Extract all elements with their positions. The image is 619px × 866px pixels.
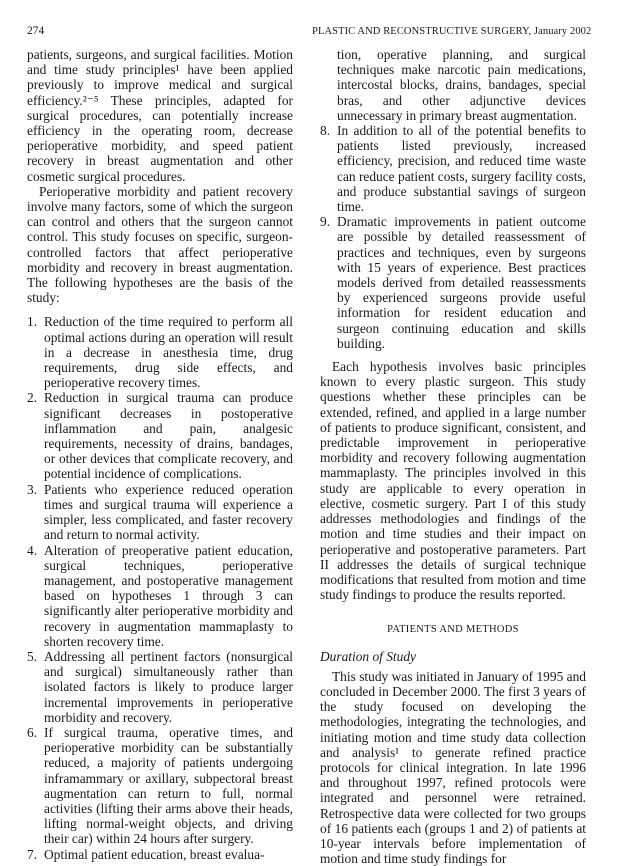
hypotheses-intro-paragraph: Perioperative morbidity and patient recovery involve many factors, some of which the surgeon can control and others that the surgeon cannot control. This study focuses on specific, surgeon-controlled factors that affect perioperative morbidity and recovery in breast augmentation. The following hypotheses are the basis of the study: xyxy=(27,183,293,306)
list-number: 5. xyxy=(27,648,38,664)
list-number: 9. xyxy=(320,214,331,230)
list-text: Patients who experience reduced operation times and surgical trauma will experience a simpler, less complicated, and faster recovery and return to normal activity. xyxy=(44,481,293,543)
intro-paragraph: patients, surgeons, and surgical facilities. Motion and time study principles¹ have been applied previously to improve medical and surgical efficiency.²⁻⁵ These principles, adapted for surgical procedures, can potentially increase efficiency in the operating room, decrease perioperative morbidity, and speed patient recovery in breast augmentation and other cosmetic surgical procedures. xyxy=(27,47,293,184)
list-text: Addressing all pertinent factors (nonsurgical and surgical) simultaneously rather than isolated factors is likely to produce larger incremental improvements in perioperative morbidity and recovery. xyxy=(44,648,293,725)
list-text: Alteration of preoperative patient education, surgical techniques, perioperative management, and postoperative management based on hypotheses 1 through 3 can significantly alter perioperative morbidity and recovery in augmentation mammaplasty to shorten recovery time. xyxy=(44,542,293,649)
list-text: Reduction in surgical trauma can produce significant decreases in postoperative inflammation and pain, analgesic requirements, necessity of drains, bandages, or other devices that complicate recovery, and potential incidence of complications. xyxy=(44,390,293,482)
list-text: Reduction of the time required to perform all optimal actions during an operation will result in a decrease in anesthesia time, drug requirements, drug side effects, and perioperative recovery times. xyxy=(44,314,293,391)
principles-paragraph: Each hypothesis involves basic principles known to every plastic surgeon. This study questions whether these principles can be extended, refined, and applied in a large number of patients to produce significant, consistent, and predictable improvement in perioperative morbidity and recovery following augmentation mammaplasty. The principles involved in this study are applicable to every operation in elective, cosmetic surgery. Part I of this study addresses methodologies and findings of the motion and time studies and their impact on perioperative and postoperative parameters. Part II addresses the details of surgical technique modifications that resulted from motion and time study findings to produce the results reported. xyxy=(320,359,586,603)
list-item xyxy=(27,847,293,862)
list-item xyxy=(320,214,586,351)
list-item xyxy=(320,123,586,214)
list-item xyxy=(27,649,293,725)
list-number: 8. xyxy=(320,123,331,139)
list-item xyxy=(27,725,293,847)
list-item-continuation xyxy=(320,47,586,123)
list-number: 3. xyxy=(27,481,38,497)
list-number: 4. xyxy=(27,542,38,558)
duration-paragraph: This study was initiated in January of 1995 and concluded in December 2000. The first 3 years of the study focused on developing the methodologies, integrating the technologies, and initiating motion and time study data collection and analysis¹ to generate refined practice protocols for clinical integration. In late 1996 and throughout 1997, refined protocols were integrated and personnel were retrained. Retrospective data were collected for two groups of 16 patients each (groups 1 and 2) of patients at 10-year intervals before implementation of motion and time study findings for xyxy=(320,668,586,866)
section-heading: PATIENTS AND METHODS xyxy=(387,624,519,636)
list-number: 1. xyxy=(27,314,38,330)
list-number: 7. xyxy=(27,846,38,862)
list-number: 2. xyxy=(27,390,38,406)
hypotheses-list xyxy=(27,314,293,861)
list-text: In addition to all of the potential benefits to patients listed previously, increased efficiency, precision, and reduced time waste can reduce patient costs, surgery facility costs, and produce substantial savings of surgeon time. xyxy=(337,123,586,215)
list-text: Optimal patient education, breast evalua- xyxy=(44,846,265,862)
list-item xyxy=(27,314,293,390)
hypotheses-list-continued xyxy=(320,47,586,351)
list-text: tion, operative planning, and surgical techniques make narcotic pain medications, intercostal blocks, drains, bandages, special bras, and other adjunctive devices unnecessary in primary breast augmentation. xyxy=(337,47,586,123)
running-head: PLASTIC AND RECONSTRUCTIVE SURGERY, January 2002 xyxy=(312,26,592,37)
right-column xyxy=(320,47,586,866)
list-item xyxy=(27,543,293,649)
subsection-heading: Duration of Study xyxy=(320,648,416,664)
list-item xyxy=(27,390,293,481)
page-number: 274 xyxy=(27,25,45,37)
list-text: Dramatic improvements in patient outcome are possible by detailed reassessment of practices and techniques, even by surgeons with 15 years of experience. Best practices models derived from detailed reassessments by experienced surgeons provide useful information for resident education and surgeon continuing education and skills building. xyxy=(337,214,586,351)
left-column xyxy=(27,47,293,862)
list-number: 6. xyxy=(27,724,38,740)
list-text: If surgical trauma, operative times, and perioperative morbidity can be substantially reduced, a majority of patients undergoing inframammary or axillary, subpectoral breast augmentation can return to full, normal activities (lifting their arms above their heads, lifting normal-weight objects, and driving their car) within 24 hours after surgery. xyxy=(44,724,293,847)
list-item xyxy=(27,482,293,543)
